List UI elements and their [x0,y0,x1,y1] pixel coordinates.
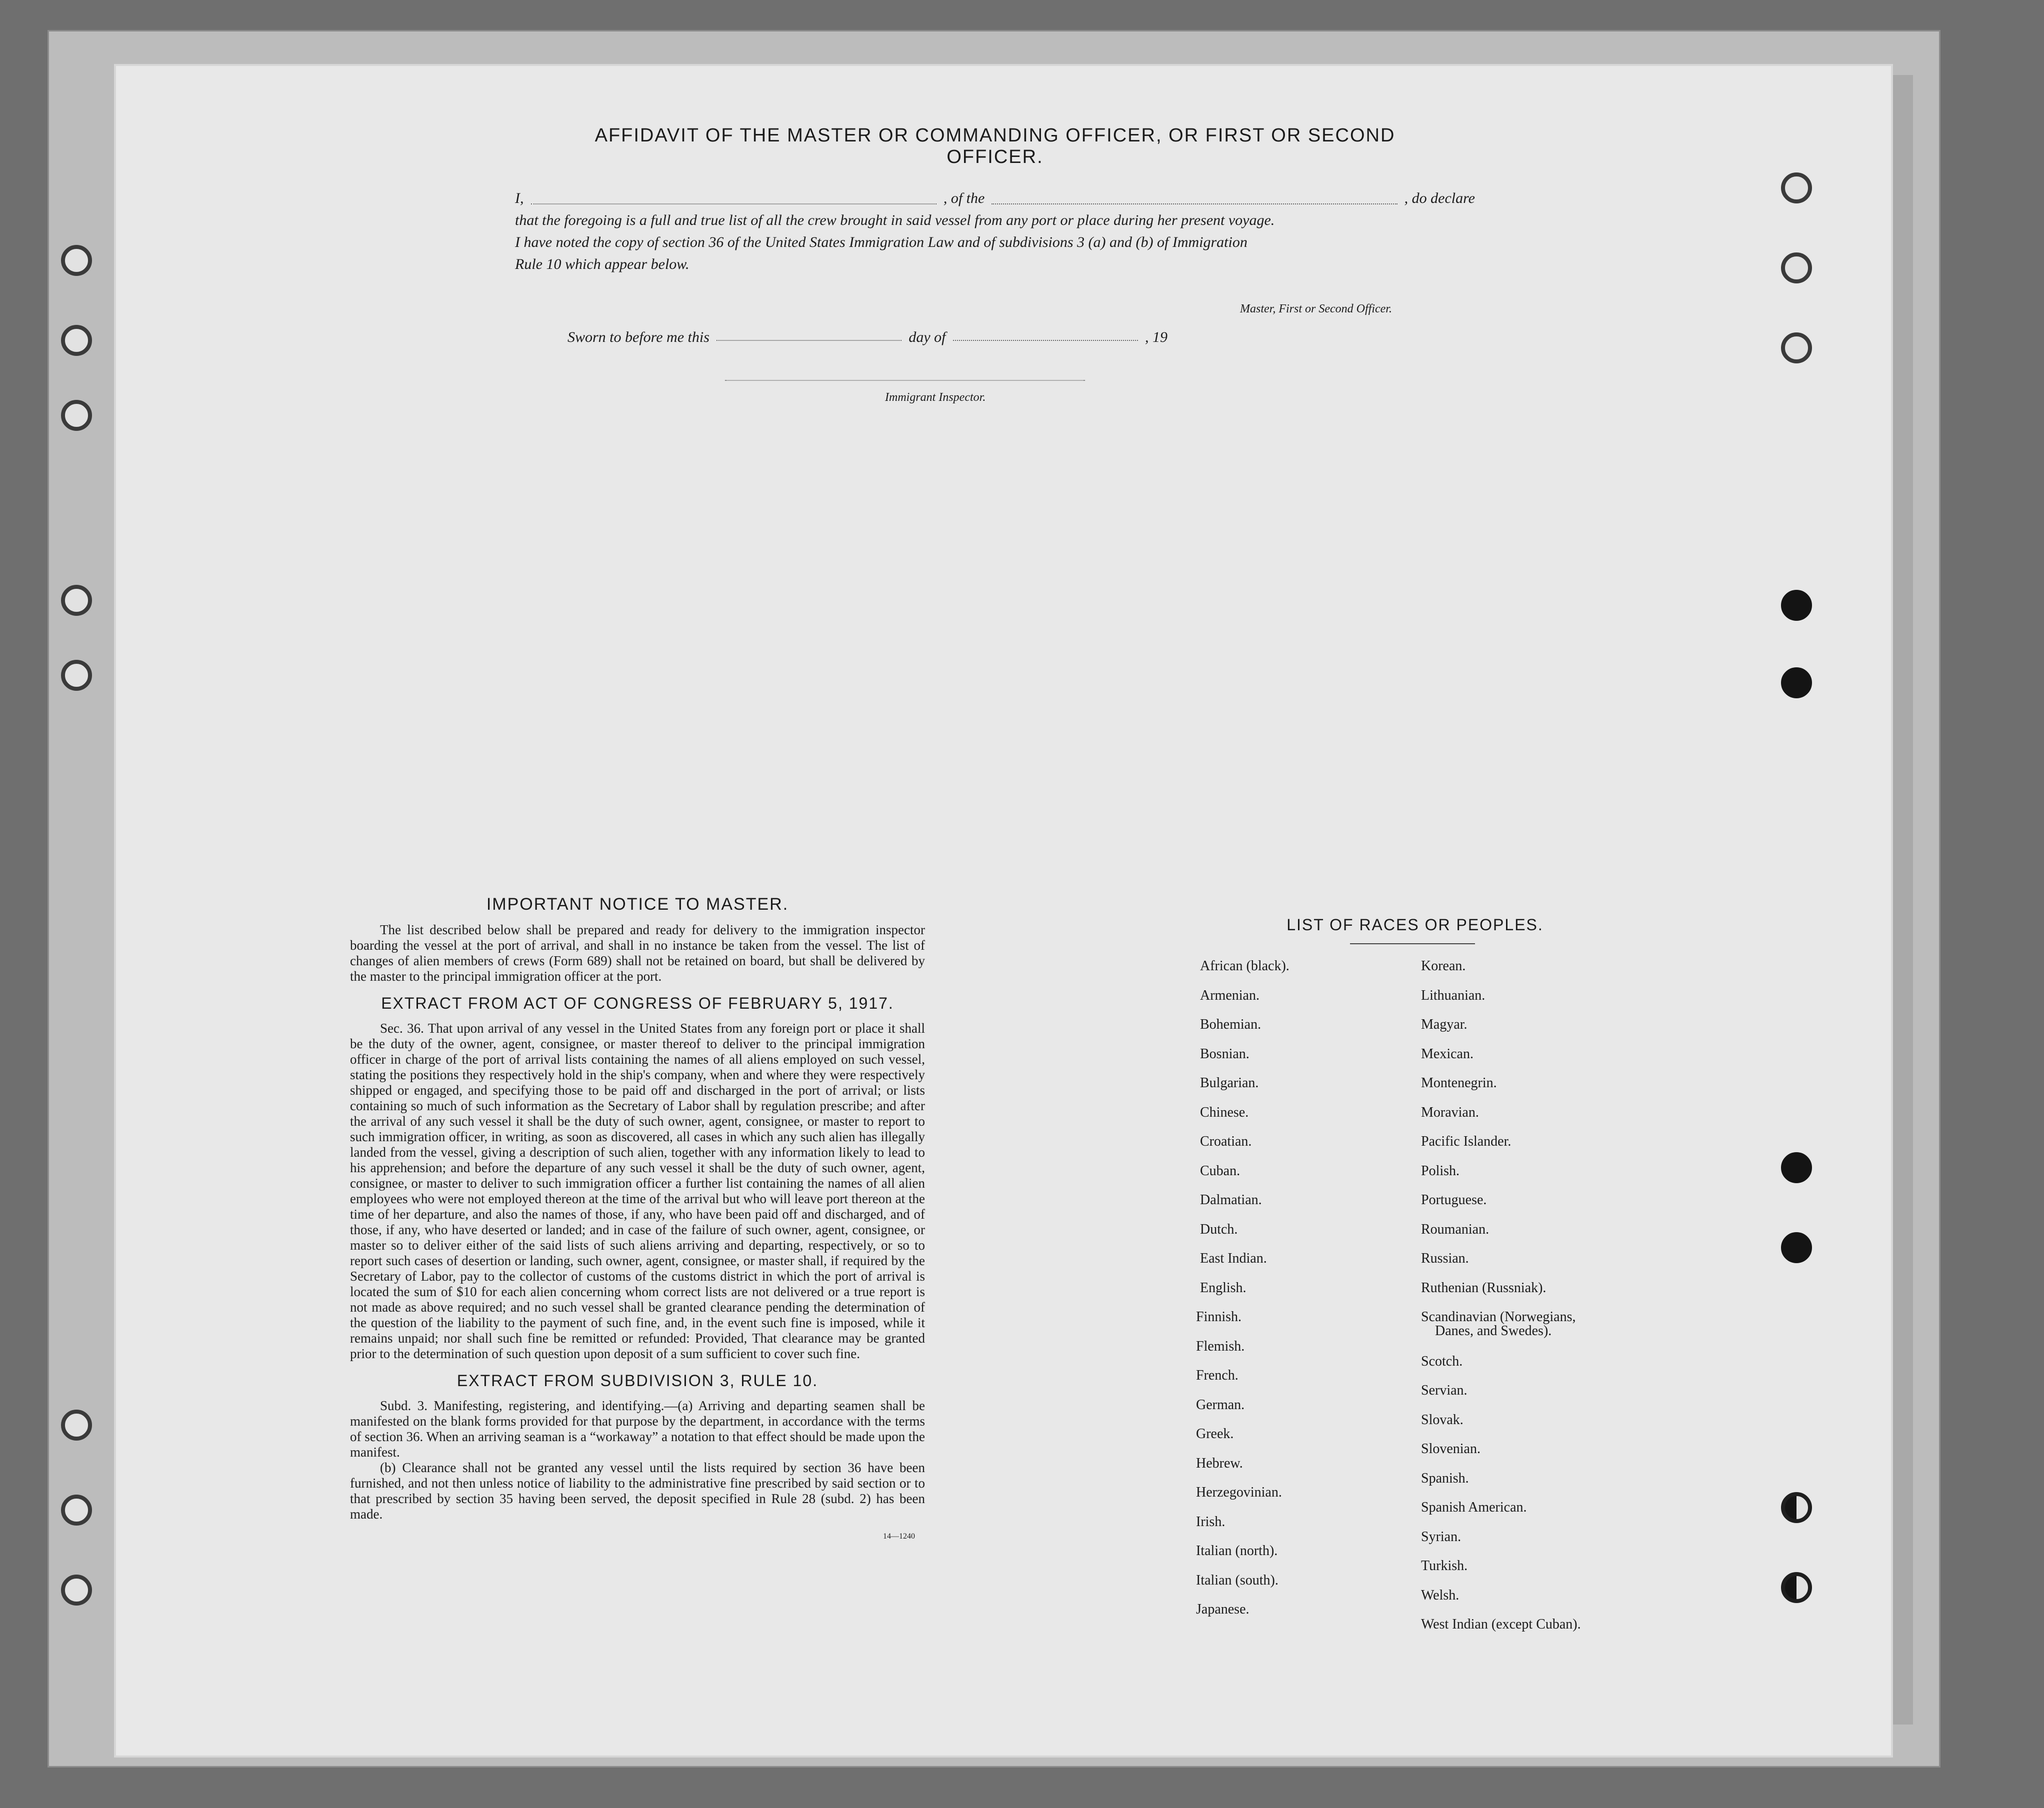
binder-hole [61,1410,92,1441]
declaration-line-1 [515,187,1475,209]
race-item: Bohemian. [1200,1017,1262,1032]
binder-hole [1781,332,1812,363]
race-item: Bulgarian. [1200,1075,1259,1091]
declaration [515,187,1475,275]
extract-rule-text-a: Subd. 3. Manifesting, registering, and identifying.—(a) Arriving and departing seamen shall be manifested on the blank forms provided for that purpose by the department, in accordance with the terms of section 36. When an arriving seaman is a “workaway” a notation to that effect should be made upon the manifest. [350,1398,925,1460]
binder-hole [1781,590,1812,621]
race-item: Dalmatian. [1200,1192,1262,1208]
binder-hole [1781,1232,1812,1263]
race-item: French. [1196,1368,1238,1383]
race-item: Italian (north). [1196,1543,1278,1559]
race-item: Slovenian. [1421,1441,1480,1457]
race-item: Slovak. [1421,1412,1464,1428]
sworn-text: Sworn to before me this [568,329,710,345]
binder-hole [61,245,92,276]
race-item: Portuguese. [1421,1192,1487,1208]
race-item: Hebrew. [1196,1455,1243,1471]
race-item: Danes, and Swedes). [1435,1323,1552,1339]
extract-rule-title: EXTRACT FROM SUBDIVISION 3, RULE 10. [456,1372,818,1390]
declaration-line-4: Rule 10 which appear below. [515,256,690,272]
binder-hole [1781,1492,1812,1523]
binder-hole [61,585,92,616]
race-item: Armenian. [1200,987,1260,1003]
notice-text: The list described below shall be prepared and ready for delivery to the immigration inspector boarding the vessel at the port of arrival, and shall in no instance be taken from the vessel. The list of changes of alien members of crews (Form 689) shall not be retained on board, but shall be delivered by the master to the principal immigration officer at the port. [350,922,925,984]
race-item: Moravian. [1421,1104,1479,1120]
race-item: Japanese. [1196,1602,1250,1617]
declaration-line-3: I have noted the copy of section 36 of the United States Immigration Law and of subdivisions 3 (a) and (b) of Immigration [515,234,1248,250]
sworn-line [568,329,1168,346]
race-item: East Indian. [1200,1251,1267,1266]
race-item: Spanish. [1421,1470,1469,1486]
race-item: Scandinavian (Norwegians, [1421,1309,1576,1325]
notices-column [350,895,925,1541]
sworn-day-blank [716,329,902,341]
races-title: LIST OF RACES OR PEOPLES. [1286,916,1544,934]
race-item: Flemish. [1196,1338,1245,1354]
binder-hole [61,325,92,356]
binder-hole [1781,172,1812,203]
race-item: Roumanian. [1421,1221,1490,1237]
race-item: Ruthenian (Russniak). [1421,1280,1546,1296]
race-item: Spanish American. [1421,1500,1527,1515]
vessel-blank [992,187,1397,204]
race-item: Polish. [1421,1163,1460,1179]
inspector-label: Immigrant Inspector. [885,391,986,404]
race-item: Servian. [1421,1383,1468,1398]
binder-hole [1781,1152,1812,1183]
name-blank [531,187,936,204]
race-item: Herzegovinian. [1196,1485,1282,1500]
sworn-month-blank [953,329,1138,341]
binder-hole [1781,667,1812,698]
race-item: Pacific Islander. [1421,1134,1512,1149]
declaration-of-the: , of the [943,190,985,206]
binder-hole [61,1495,92,1526]
extract-act-text: Sec. 36. That upon arrival of any vessel in the United States from any foreign port or place it shall be the duty of the owner, agent, consignee, or master thereof to deliver to the principal immigration officer in charge of the port of arrival lists containing the names of all aliens employed on such vessel, stating the positions they respectively hold in the ship's company, when and where they were respectively shipped or engaged, and specifying those to be paid off and discharged in the port of arrival; or lists containing so much of such information as the Secretary of Labor shall by regulation prescribe; and after the arrival of any such vessel it shall be the duty of such owner, agent, consignee, or master to report to such immigration officer, in writing, as soon as discovered, all cases in which any such alien has illegally landed from the vessel, giving a description of such alien, together with any information likely to lead to his apprehension; and before the departure of any such vessel it shall be the duty of such owner, agent, consignee, or master to deliver to such immigration officer a further list containing the names of all alien employees who were not employed thereon at the time of the arrival but who will leave port thereon at the time of her departure, and also the names of those, if any, who have been paid off and discharged, and of those, if any, who have deserted or landed; and in case of the failure of such owner, agent, consignee, or master so to deliver either of the said lists of such aliens arriving and departing, respectively, or so to report such cases of desertion or landing, such owner, agent, consignee, or master shall, if required by the Secretary of Labor, pay to the collector of customs of the customs district in which the port of arrival is located the sum of $10 for each alien concerning whom correct lists are not delivered or a true report is not made as above required; and no such vessel shall be granted clearance pending the determination of the question of the liability to the payment of such fine, and, in the event such fine is imposed, while it remains unpaid; nor shall such fine be remitted or refunded: Provided, That clearance may be granted prior to the determination of such question upon deposit of a sum sufficient to cover such fine. [350,1021,925,1361]
declaration-do-declare: , do declare [1404,190,1475,206]
signature-label: Master, First or Second Officer. [1240,302,1392,315]
race-item: Bosnian. [1200,1046,1250,1062]
binder-hole [1781,1572,1812,1603]
race-item: Dutch. [1200,1221,1238,1237]
sworn-year: , 19 [1145,329,1168,345]
race-item: Chinese. [1200,1104,1249,1120]
race-item: Magyar. [1421,1017,1468,1032]
races-title-rule [1350,943,1475,944]
race-item: Italian (south). [1196,1572,1278,1588]
declaration-i: I, [515,190,524,206]
race-item: German. [1196,1397,1245,1413]
race-item: Turkish. [1421,1558,1468,1574]
extract-act-title: EXTRACT FROM ACT OF CONGRESS OF FEBRUARY 5, 1917. [381,994,894,1012]
race-item: Welsh. [1421,1587,1460,1603]
race-item: Greek. [1196,1426,1234,1442]
race-item: Cuban. [1200,1163,1240,1179]
declaration-line-2: that the foregoing is a full and true list of all the crew brought in said vessel from any port or place during her present voyage. [515,212,1275,228]
form-code: 14—1240 [883,1532,915,1541]
notice-title: IMPORTANT NOTICE TO MASTER. [486,895,789,914]
race-item: Croatian. [1200,1134,1252,1149]
inspector-signature-line [725,380,1085,381]
race-item: Russian. [1421,1251,1469,1266]
race-item: Syrian. [1421,1529,1462,1545]
race-item: Montenegrin. [1421,1075,1497,1091]
sworn-day-of: day of [908,329,946,345]
race-item: Scotch. [1421,1353,1463,1369]
race-item: Finnish. [1196,1309,1242,1325]
affidavit-title: AFFIDAVIT OF THE MASTER OR COMMANDING OFFICER, OR FIRST OR SECOND OFFICER. [594,125,1396,167]
binder-hole [61,1575,92,1606]
race-item: Korean. [1421,958,1466,974]
binder-hole [61,400,92,431]
race-item: African (black). [1200,958,1290,974]
binder-hole [61,660,92,691]
race-item: West Indian (except Cuban). [1421,1617,1581,1632]
race-item: Lithuanian. [1421,987,1486,1003]
race-item: English. [1200,1280,1246,1296]
extract-rule-text-b: (b) Clearance shall not be granted any vessel until the lists required by section 36 have been furnished, and not then unless notice of liability to the administrative fine prescribed by said section or to that prescribed by section 35 having been served, the deposit specified in Rule 28 (subd. 2) has been made. [350,1460,925,1522]
race-item: Irish. [1196,1514,1226,1530]
race-item: Mexican. [1421,1046,1474,1062]
binder-hole [1781,252,1812,283]
